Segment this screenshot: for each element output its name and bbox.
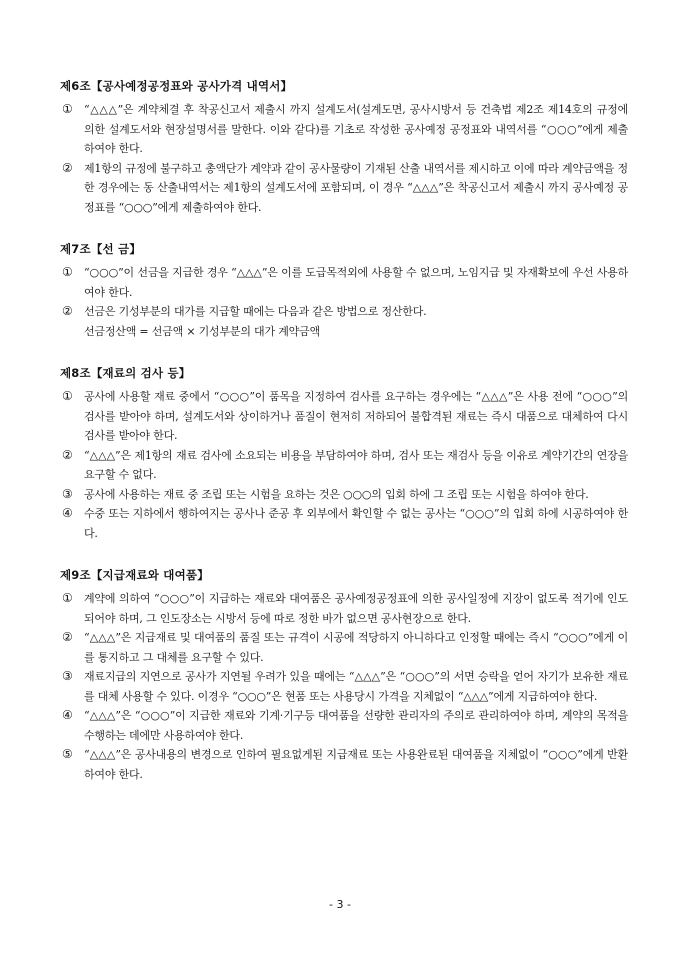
clause xyxy=(62,263,628,302)
clause-number: ④ xyxy=(62,708,73,722)
clause-text: 공사에 사용하는 재료 중 조립 또는 시험을 요하는 것은 ○○○의 입회 하에 그 조립 또는 시험을 하여야 한다. xyxy=(84,487,589,501)
clause-number: ② xyxy=(62,304,73,318)
clause-text: 제1항의 규정에 불구하고 총액단가 계약과 같이 공사물량이 기재된 산출 내역서를 제시하고 이에 따라 계약금액을 정한 경우에는 동 산출내역서는 제1항의 설계도서에 포함되며, 이 경우 “△△△”은 착공신고서 제출시 까지 공사예정 공정표를 “○○○”에게 제출하여야 한다. xyxy=(84,161,628,214)
clause-number: ③ xyxy=(62,486,73,501)
clause-text: “△△△”은 제1항의 재료 검사에 소요되는 비용을 부담하여야 하며, 검사 또는 재검사 등을 이유로 계약기간의 연장을 요구할 수 없다. xyxy=(84,448,628,481)
article-6 xyxy=(62,78,628,217)
clause xyxy=(62,504,628,543)
clause-text: 계약에 의하여 “○○○”이 지급하는 재료와 대여품은 공사예정공정표에 의한 공사일정에 지장이 없도록 적기에 인도되어야 하며, 그 인도장소는 시방서 등에 따로 정한 바가 없으면 공사현장으로 한다. xyxy=(84,592,628,625)
page-number: - 3 - xyxy=(329,898,351,911)
document-body xyxy=(62,78,628,808)
article-title: 제6조【공사예정공정표와 공사가격 내역서】 xyxy=(60,79,293,93)
clause-text: “△△△”은 공사내용의 변경으로 인하여 필요없게된 지급재료 또는 사용완료된 대여품을 지체없이 “○○○”에게 반환하여야 한다. xyxy=(84,748,628,781)
clause-text: 수중 또는 지하에서 행하여지는 공사나 준공 후 외부에서 확인할 수 없는 공사는 “○○○”의 입회 하에 시공하여야 한다. xyxy=(84,507,628,540)
clause xyxy=(62,446,628,485)
article-7 xyxy=(62,241,628,341)
clause xyxy=(62,589,628,628)
clause xyxy=(62,667,628,706)
clause xyxy=(62,485,628,505)
clause-number: ③ xyxy=(62,669,73,683)
clause xyxy=(62,159,628,218)
clause-number: ① xyxy=(62,265,73,279)
clause xyxy=(62,387,628,446)
clause-text: 선금은 기성부분의 대가를 지급할 때에는 다음과 같은 방법으로 정산한다. xyxy=(84,305,427,318)
clause-text: “△△△”은 지급재료 및 대여품의 품질 또는 규격이 시공에 적당하지 아니하다고 인정할 때에는 즉시 “○○○”에게 이를 통지하고 그 대체를 요구할 수 있다. xyxy=(84,631,628,664)
clause-number: ② xyxy=(62,447,73,462)
clause-text: 재료지급의 지연으로 공사가 지연될 우려가 있을 때에는 “△△△”은 “○○○”의 서면 승락을 얻어 자기가 보유한 재료를 대체 사용할 수 있다. 이경우 “○○○”은 현품 또는 사용당시 가격을 지체없이 “△△△”에게 지급하여야 한다. xyxy=(84,670,628,703)
clause-number: ② xyxy=(62,160,73,175)
clause-text: 공사에 사용할 재료 중에서 “○○○”이 품목을 지정하여 검사를 요구하는 경우에는 “△△△”은 사용 전에 “○○○”의 검사를 받아야 하며, 설계도서와 상이하거나 품질이 현저히 저하되어 불합격된 재료는 즉시 대품으로 대체하여 다시 검사를 받아야 한다. xyxy=(84,390,628,442)
clause xyxy=(62,100,628,159)
article-8 xyxy=(62,365,628,543)
clause-number: ④ xyxy=(62,506,73,520)
settlement-formula: 선금정산액 = 선금액 × 기성부분의 대가 계약금액 xyxy=(84,324,320,338)
article-title: 제9조【지급재료와 대여품】 xyxy=(60,568,209,582)
clause-number: ① xyxy=(62,102,73,116)
article-title: 제8조【재료의 검사 등】 xyxy=(60,366,191,380)
clause-text: “△△△”은 계약체결 후 착공신고서 제출시 까지 설계도서(설계도면, 공사시방서 등 건축법 제2조 제14호의 규정에 의한 설계도서와 현장설명서를 말한다. 이와 같다)를 기초로 작성한 공사예정 공정표와 내역서를 “○○○”에게 제출하여야 한다. xyxy=(84,103,628,155)
clause xyxy=(62,628,628,667)
clause xyxy=(62,706,628,745)
article-9 xyxy=(62,567,628,784)
clause xyxy=(62,745,628,784)
clause xyxy=(62,302,628,322)
article-title: 제7조【선 금】 xyxy=(60,242,142,256)
clause-number: ① xyxy=(62,591,73,605)
clause-number: ⑤ xyxy=(62,747,73,761)
clause-number: ② xyxy=(62,630,73,644)
clause-text: “○○○”이 선금을 지급한 경우 “△△△”은 이를 도급목적외에 사용할 수 없으며, 노임지급 및 자재확보에 우선 사용하여야 한다. xyxy=(84,266,628,299)
clause-text: “△△△”은 “○○○”이 지급한 재료와 기계·기구등 대여품을 선량한 관리자의 주의로 관리하여야 하며, 계약의 목적을 수행하는 데에만 사용하여야 한다. xyxy=(84,709,628,742)
clause-number: ① xyxy=(62,389,73,403)
